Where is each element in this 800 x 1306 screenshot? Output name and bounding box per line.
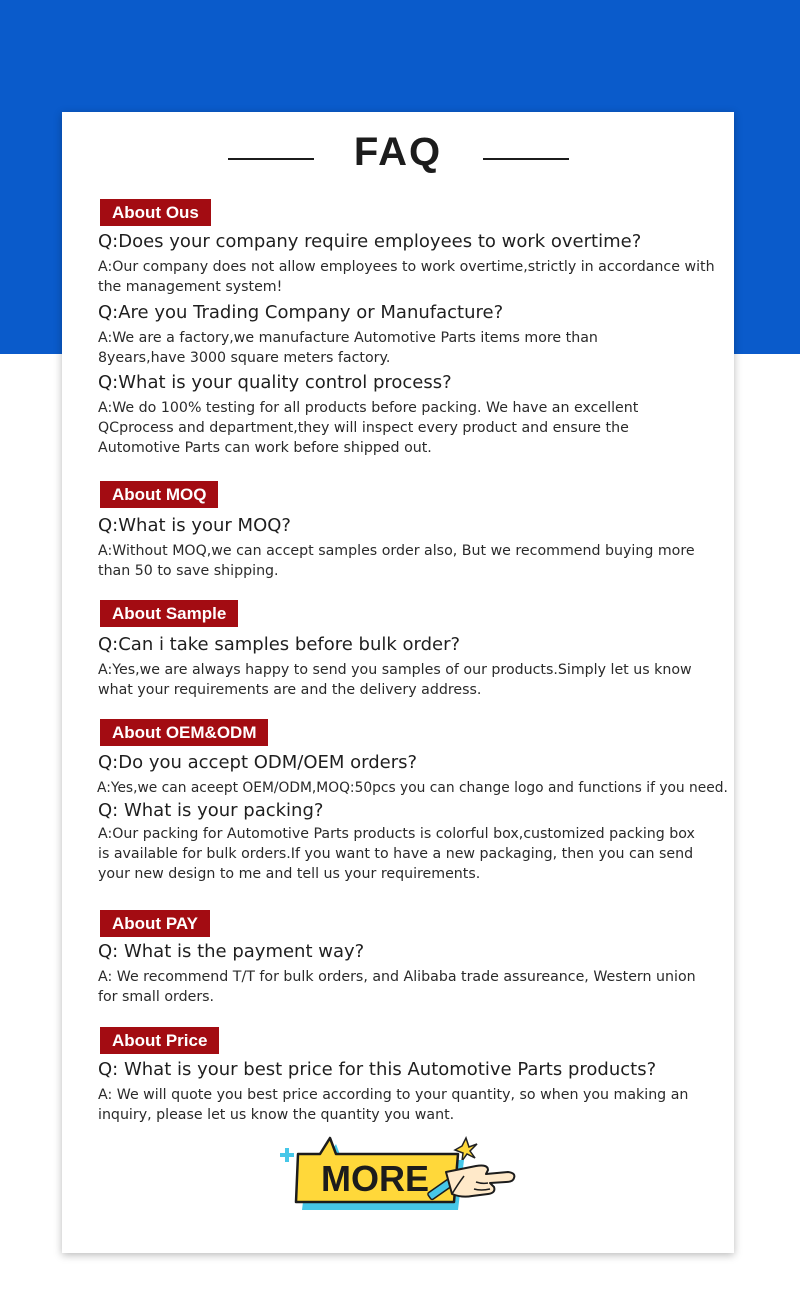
answer: A: We will quote you best price according to your quantity, so when you making an inquiry, please let us know the quantity you want. xyxy=(98,1087,689,1123)
more-label: MORE xyxy=(321,1158,429,1199)
plus-icon xyxy=(280,1148,294,1162)
question: Q: What is the payment way? xyxy=(98,941,365,962)
question: Q: What is your packing? xyxy=(98,800,324,821)
title-divider-right xyxy=(483,158,569,160)
faq-header xyxy=(62,112,734,202)
answer: A:Without MOQ,we can accept samples order also, But we recommend buying more than 50 to save shipping. xyxy=(98,543,695,579)
answer: A:Our company does not allow employees to work overtime,strictly in accordance with the management system! xyxy=(98,259,715,295)
answer: A:Yes,we can aceept OEM/ODM,MOQ:50pcs you can change logo and functions if you need. xyxy=(97,780,728,796)
section-label: About PAY xyxy=(100,910,210,937)
question: Q: What is your best price for this Automotive Parts products? xyxy=(98,1059,657,1080)
section-label: About Price xyxy=(100,1027,219,1054)
faq-card xyxy=(62,112,734,1253)
more-button[interactable] xyxy=(276,1132,522,1214)
answer: A:We are a factory,we manufacture Automotive Parts items more than 8years,have 3000 square meters factory. xyxy=(98,330,598,366)
answer: A: We recommend T/T for bulk orders, and Alibaba trade assureance, Western union for small orders. xyxy=(98,969,696,1005)
question: Q:Do you accept ODM/OEM orders? xyxy=(98,752,418,773)
title-divider-left xyxy=(228,158,314,160)
question: Q:What is your quality control process? xyxy=(98,372,452,393)
question: Q:Does your company require employees to work overtime? xyxy=(98,231,642,252)
answer: A:Our packing for Automotive Parts products is colorful box,customized packing box is available for bulk orders.If you want to have a new packaging, then you can send your new design to me and tell us your requirements. xyxy=(98,826,695,882)
section-label: About OEM&ODM xyxy=(100,719,268,746)
section-label: About Ous xyxy=(100,199,211,226)
question: Q:Can i take samples before bulk order? xyxy=(98,634,461,655)
section-label: About MOQ xyxy=(100,481,218,508)
page-title: FAQ xyxy=(353,130,443,174)
section-label: About Sample xyxy=(100,600,238,627)
answer: A:Yes,we are always happy to send you samples of our products.Simply let us know what your requirements are and the delivery address. xyxy=(98,662,692,698)
more-button-graphic xyxy=(276,1132,522,1214)
answer: A:We do 100% testing for all products before packing. We have an excellent QCprocess and department,they will inspect every product and ensure the Automotive Parts can work before shipped out. xyxy=(98,400,639,456)
question: Q:What is your MOQ? xyxy=(98,515,291,536)
question: Q:Are you Trading Company or Manufacture? xyxy=(98,302,504,323)
